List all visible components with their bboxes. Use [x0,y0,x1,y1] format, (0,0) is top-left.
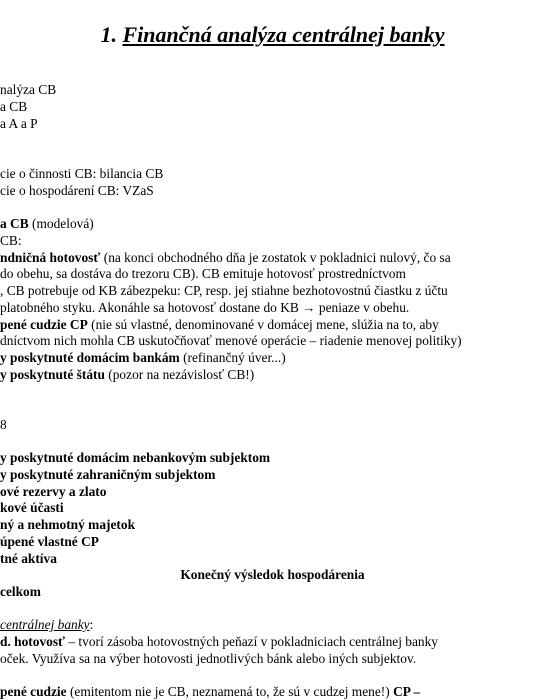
text-line: tné aktíva [0,551,57,566]
text-line: a A a P [0,116,38,131]
text-line: ové rezervy a zlato [0,484,107,499]
text-line: do obehu, sa dostáva do trezoru CB). CB emituje hotovosť prostredníctvom [0,266,406,281]
text-line: dníctvom nich mohla CB uskutočňovať menové operácie – riadenie menovej politiky) [0,333,462,348]
text-line: kové účasti [0,500,64,515]
section-heading: Konečný výsledok hospodárenia [180,567,365,582]
text-line: platobného styku. Akonáhle sa hotovosť dostane do KB → peniaze v obehu. [0,300,410,315]
text-line: nalýza CB [0,82,57,97]
text-line: 8 [0,417,7,432]
text-line: celkom [0,584,41,599]
text-line: ný a nehmotný majetok [0,517,136,532]
title-text: Finančná analýza centrálnej banky [122,22,445,47]
text-line: a CB [0,99,28,114]
text-line: a CB (modelová) [0,216,94,231]
page-title [0,22,545,48]
title-number: 1. [100,22,117,47]
text-line: y poskytnuté štátu (pozor na nezávislosť CB!) [0,367,255,382]
text-line: pené cudzie CP (nie sú vlastné, denominované v domácej mene, slúžia na to, aby [0,317,439,332]
text-line: úpené vlastné CP [0,534,99,549]
text-line: cie o činnosti CB: bilancia CB [0,166,164,181]
text-line: , CB potrebuje od KB zábezpeku: CP, resp. jej stiahne bezhotovostnú čiastku z účtu [0,283,448,298]
text-line: CB: [0,233,22,248]
text-line: y poskytnuté domácim bankám (refinančný úver...) [0,350,286,365]
text-line: centrálnej banky: [0,617,94,632]
text-line: y poskytnuté domácim nebankovým subjektom [0,450,271,465]
text-line: oček. Využíva sa na výber hotovosti jednotlivých bánk alebo iných subjektov. [0,651,417,666]
text-line: cie o hospodárení CB: VZaS [0,183,154,198]
text-line: y poskytnuté zahraničným subjektom [0,467,216,482]
text-line: pené cudzie (emitentom nie je CB, neznamená to, že sú v cudzej mene!) CP – [0,684,421,699]
text-line: d. hotovosť – tvorí zásoba hotovostných peňazí v pokladniciach centrálnej banky [0,634,438,649]
text-line: ndničná hotovosť (na konci obchodného dňa je zostatok v pokladnici nulový, čo sa [0,250,451,265]
